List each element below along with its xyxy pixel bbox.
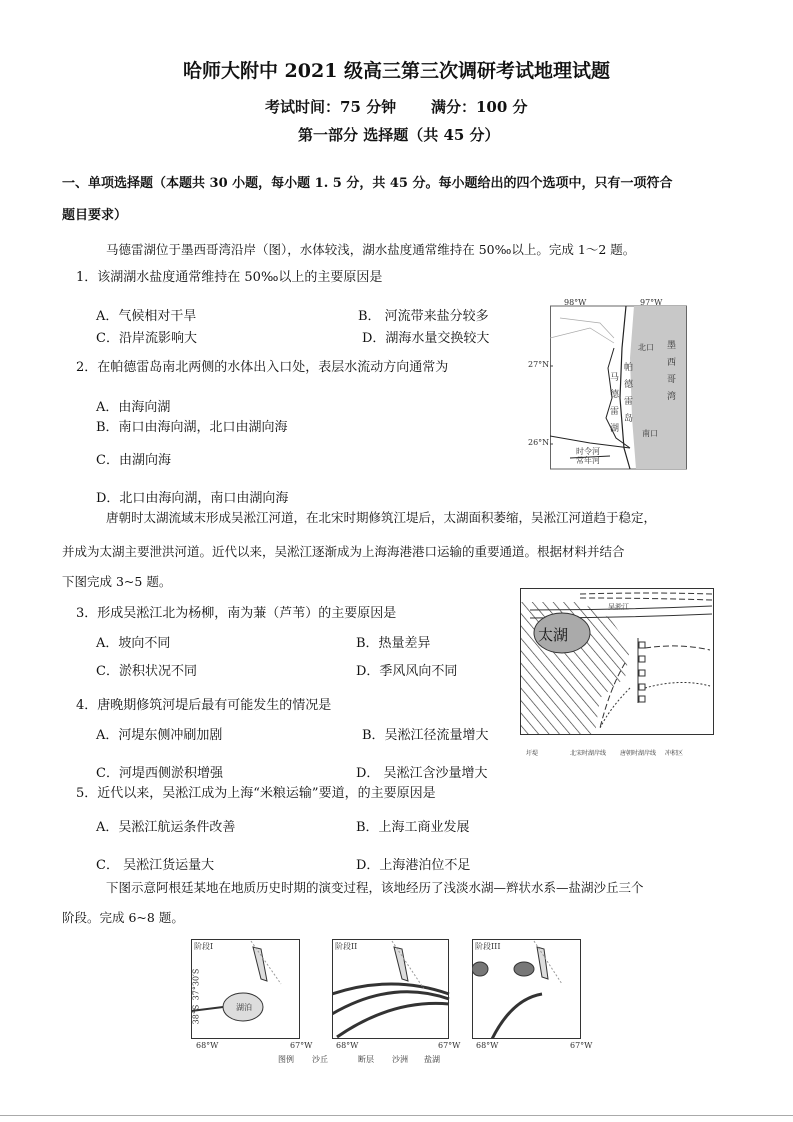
lake-label: 马德雷湖: [610, 373, 620, 434]
full-score: 满分：100 分: [431, 98, 528, 116]
lon-label: 68°W: [476, 1041, 499, 1050]
stage-label: 阶段III: [475, 942, 501, 951]
sea-label: 墨西哥湾: [667, 341, 677, 402]
q1-option-b: B． 河流带来盐分较多: [358, 309, 489, 324]
q4-option-a: A．河堤东侧冲刷加剧: [96, 728, 223, 743]
map-stage-1: [191, 939, 301, 1039]
lon-label: 68°W: [196, 1041, 219, 1050]
river-label: 吴淞江: [608, 603, 629, 611]
q2-stem: 2．在帕德雷岛南北两侧的水体出入口处，表层水流动方向通常为: [76, 360, 449, 375]
lake-label: 太湖: [538, 626, 569, 644]
lon-label: 68°W: [336, 1041, 359, 1050]
legend-title: 图例: [278, 1055, 294, 1064]
q3-option-c: C．淤积状况不同: [96, 664, 197, 679]
q3-option-d: D．季风风向不同: [356, 664, 458, 679]
q4-stem: 4．唐晚期修筑河堤后最有可能发生的情况是: [76, 698, 332, 713]
section-heading: 一、单项选择题（本题共 30 小题，每小题 1. 5 分，共 45 分。每小题给出的四个选项中，只有一项符合: [62, 176, 673, 191]
q4-option-d: D． 吴淞江含沙量增大: [356, 766, 488, 781]
map-stage-2: [332, 939, 450, 1039]
exam-time: 考试时间：75 分钟: [265, 98, 397, 116]
q1-stem: 1．该湖湖水盐度通常维持在 50‰以上的主要原因是: [76, 270, 383, 285]
q4-option-c: C．河堤西侧淤积增强: [96, 766, 223, 781]
material-3-line2: 阶段。完成 6~8 题。: [62, 910, 184, 925]
q3-option-b: B．热量差异: [356, 636, 431, 651]
island-label: 帕德雷岛: [624, 363, 634, 424]
legend-dune: 沙丘: [312, 1055, 328, 1064]
page-title: 哈师大附中 2021 级高三第三次调研考试地理试题: [182, 60, 611, 82]
q2-option-b: B．南口由海向湖，北口由湖向海: [96, 420, 288, 435]
north-mouth-label: 北口: [638, 343, 654, 352]
material-2-line2: 并成为太湖主要泄洪河道。近代以来，吴淞江逐渐成为上海海港港口运输的重要通道。根据材料并结合: [62, 544, 625, 559]
stage-label: 阶段II: [335, 942, 358, 951]
lake-label: 湖泊: [236, 1003, 252, 1012]
legend-fault: 断层: [358, 1055, 374, 1064]
q5-stem: 5．近代以来，吴淞江成为上海“米粮运输”要道，的主要原因是: [76, 786, 436, 801]
map-stage-3: [472, 939, 582, 1039]
q2-option-d: D．北口由海向湖，南口由湖向海: [96, 491, 289, 506]
q1-option-c: C．沿岸流影响大: [96, 331, 197, 346]
map-laguna-madre: [528, 298, 687, 470]
legend-sandbar: 沙洲: [392, 1055, 408, 1064]
q3-stem: 3．形成吴淞江北为杨柳，南为蒹（芦苇）的主要原因是: [76, 606, 397, 621]
material-1: 马德雷湖位于墨西哥湾沿岸（图），水体较浅，湖水盐度通常维持在 50‰以上。完成 1～2 题。: [106, 242, 636, 257]
legend-alluvial-area: 冲积区: [665, 750, 684, 757]
south-mouth-label: 南口: [642, 429, 658, 438]
map-taihu: [520, 588, 715, 758]
q5-option-a: A．吴淞江航运条件改善: [96, 820, 236, 835]
material-2-line1: 唐朝时太湖流域末形成吴淞江河道，在北宋时期修筑江堤后，太湖面积萎缩，吴淞江河道趋于稳定，: [106, 510, 657, 525]
part-heading: 第一部分 选择题（共 45 分）: [298, 126, 500, 144]
lat-label: 38°S: [191, 1004, 201, 1025]
lon-label: 98°W: [564, 298, 587, 307]
lon-label: 67°W: [290, 1041, 313, 1050]
q1-option-d: D．湖海水量交换较大: [362, 331, 490, 346]
q4-option-b: B．吴淞江径流量增大: [362, 728, 489, 743]
lon-label: 67°W: [438, 1041, 461, 1050]
stage-label: 阶段I: [194, 942, 214, 951]
q3-option-a: A．坡向不同: [96, 636, 171, 651]
material-2-line3: 下图完成 3~5 题。: [62, 574, 172, 589]
lat-label: 26°N: [528, 438, 550, 447]
lon-label: 97°W: [640, 298, 663, 307]
legend-salt-lake: 盐湖: [424, 1055, 440, 1064]
page-bottom-rule: [0, 1115, 793, 1116]
legend-song-shoreline: 北宋时湖岸线: [570, 750, 607, 757]
legend-dike: 圩堤: [526, 750, 539, 757]
q5-option-c: C． 吴淞江货运量大: [96, 858, 215, 873]
q2-option-c: C．由湖向海: [96, 453, 171, 468]
lat-label: 27°N: [528, 360, 550, 369]
legend-seasonal-river: 时令河: [576, 447, 600, 456]
section-heading-2: 题目要求）: [62, 208, 128, 223]
lat-label: 37°30′S: [191, 968, 201, 1001]
q2-option-a: A．由海向湖: [96, 400, 171, 415]
q1-option-a: A．气候相对干旱: [96, 309, 197, 324]
legend-tang-shoreline: 唐朝时湖岸线: [620, 750, 657, 757]
q5-option-b: B．上海工商业发展: [356, 820, 470, 835]
material-3-line1: 下图示意阿根廷某地在地质历史时期的演变过程，该地经历了浅淡水湖—辫状水系—盐湖沙丘三个: [106, 880, 644, 895]
q5-option-d: D．上海港泊位不足: [356, 858, 471, 873]
lon-label: 67°W: [570, 1041, 593, 1050]
legend-perennial-river: 常年河: [576, 456, 600, 465]
